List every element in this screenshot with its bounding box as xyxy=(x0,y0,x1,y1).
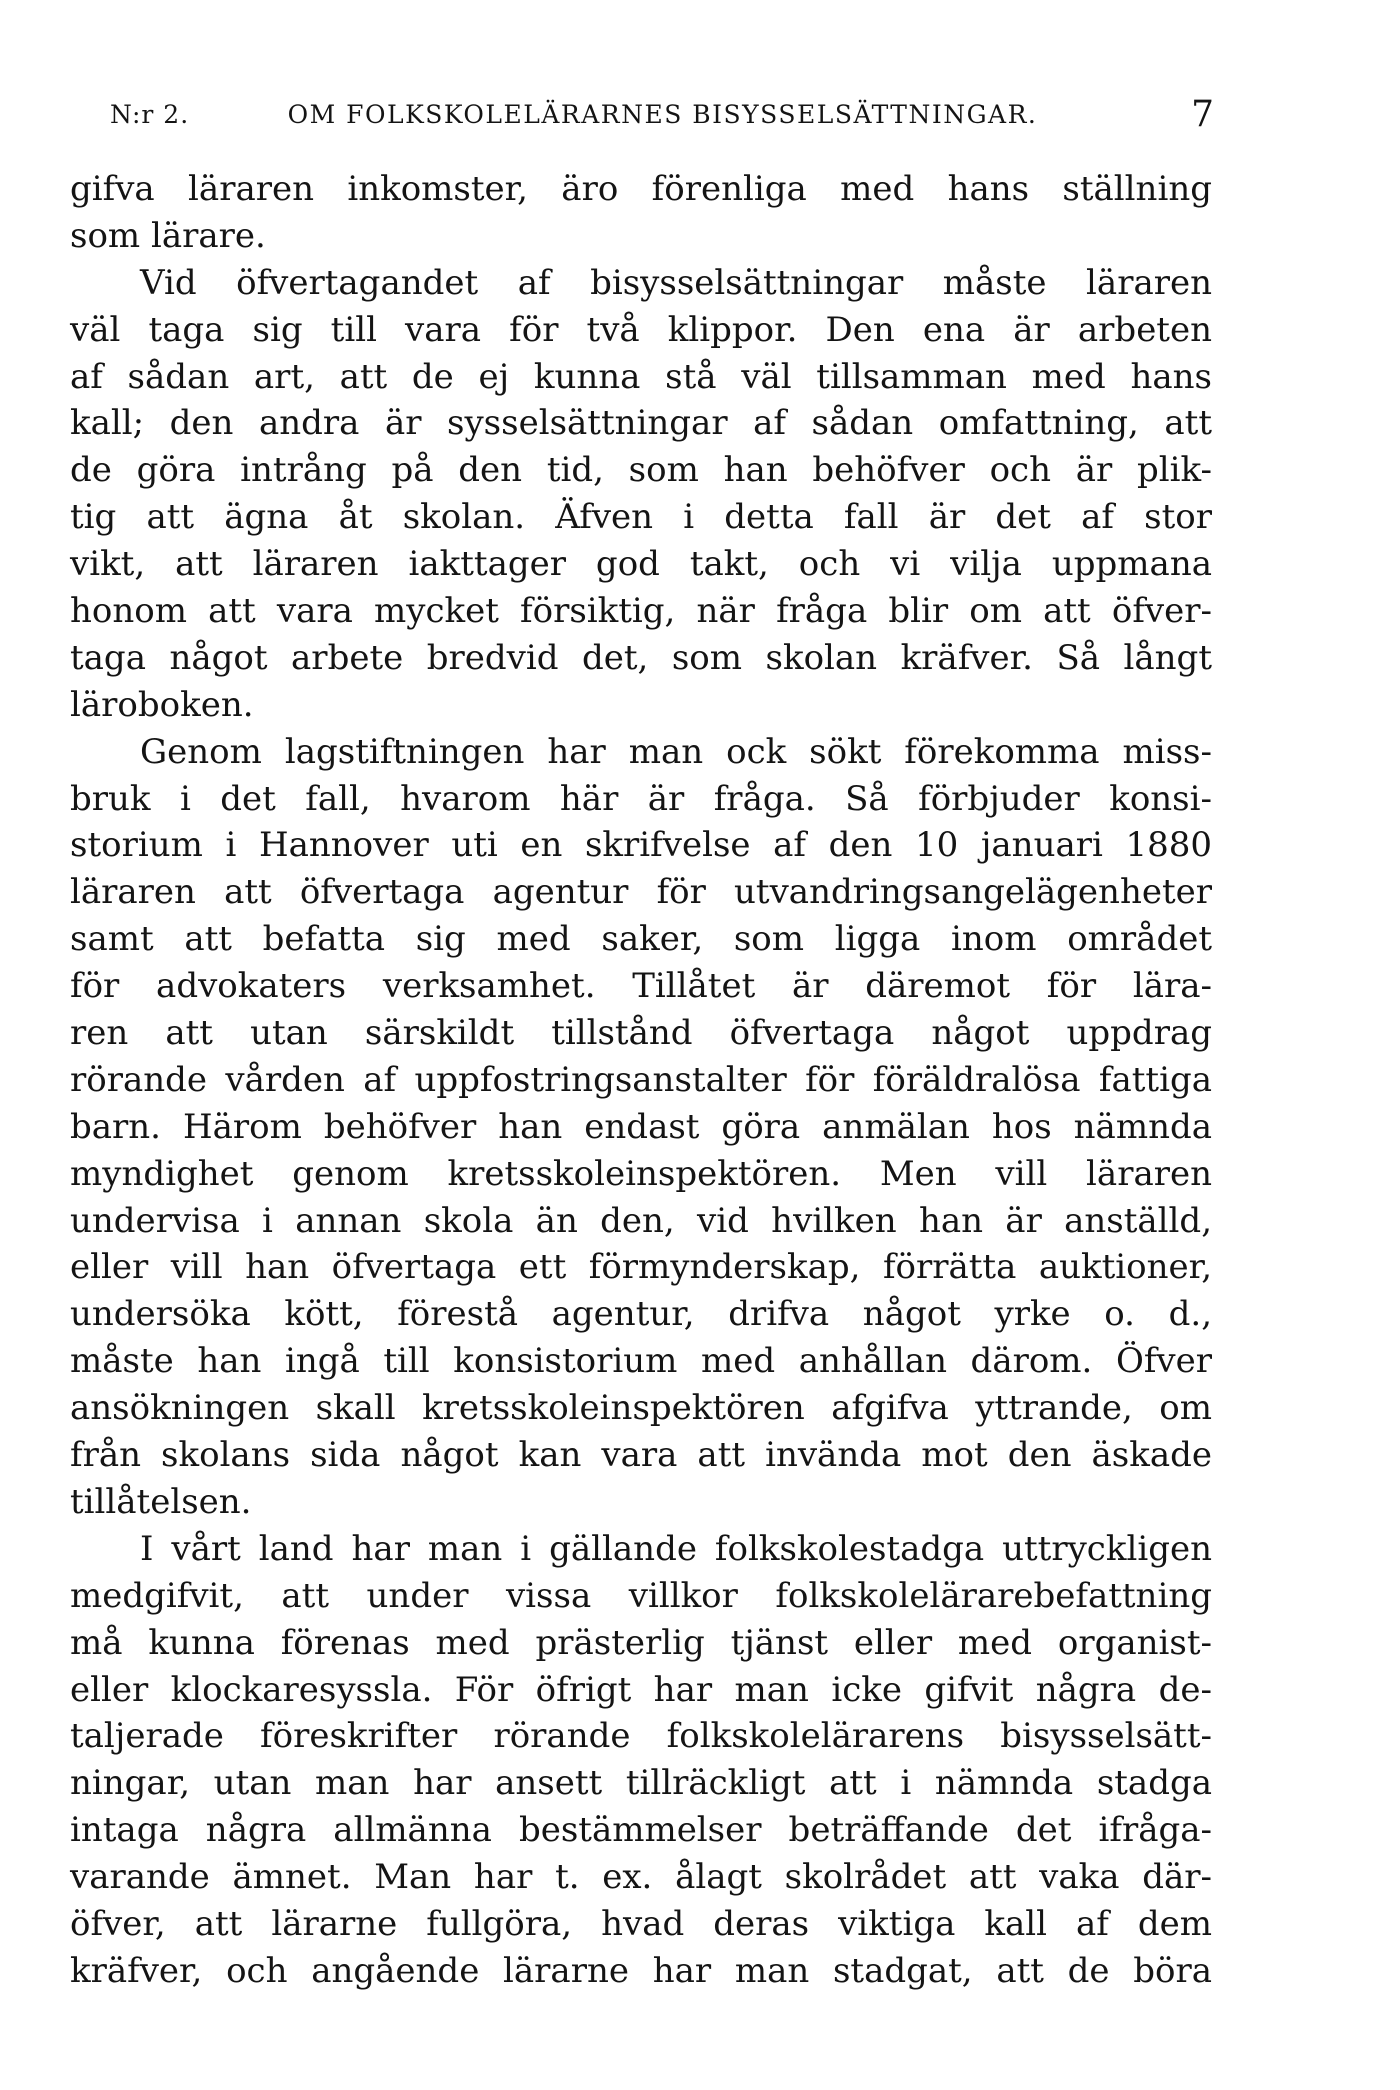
text-line: undervisa i annan skola än den, vid hvilken han är anställd, xyxy=(70,1200,1212,1241)
paragraph xyxy=(70,166,1212,260)
text-line: taga något arbete bredvid det, som skolan kräfver. Så långt xyxy=(70,637,1212,678)
running-header xyxy=(110,94,1215,144)
text-line: myndighet genom kretsskoleinspektören. Men vill läraren xyxy=(70,1153,1212,1194)
text-line: barn. Härom behöfver han endast göra anmälan hos nämnda xyxy=(70,1106,1212,1147)
text-line: väl taga sig till vara för två klippor. Den ena är arbeten xyxy=(70,309,1212,350)
text-line: Vid öfvertagandet af bisysselsättningar måste läraren xyxy=(140,262,1212,303)
text-line: medgifvit, att under vissa villkor folkskolelärarebefattning xyxy=(70,1575,1212,1616)
body-text xyxy=(70,166,1212,1995)
text-line: gifva läraren inkomster, äro förenliga med hans ställning xyxy=(70,169,1212,209)
text-line: som lärare. xyxy=(70,215,266,256)
text-line: kall; den andra är sysselsättningar af sådan omfattning, att xyxy=(70,403,1212,444)
paragraph xyxy=(70,260,1212,729)
text-line: tig att ägna åt skolan. Äfven i detta fall är det af stor xyxy=(70,497,1212,538)
text-line: må kunna förenas med prästerlig tjänst eller med organist- xyxy=(70,1622,1212,1663)
text-line: rörande vården af uppfostringsanstalter för föräldralösa fattiga xyxy=(70,1059,1212,1100)
text-line: varande ämnet. Man har t. ex. ålagt skolrådet att vaka där- xyxy=(70,1857,1212,1898)
text-line: bruk i det fall, hvarom här är fråga. Så förbjuder konsi- xyxy=(70,778,1212,819)
text-line: I vårt land har man i gällande folkskolestadga uttryckligen xyxy=(140,1528,1212,1569)
text-line: taljerade föreskrifter rörande folkskolelärarens bisysselsätt- xyxy=(70,1716,1212,1757)
page-number: 7 xyxy=(1191,94,1215,135)
text-line: samt att befatta sig med saker, som ligga inom området xyxy=(70,919,1212,960)
text-line: måste han ingå till konsistorium med anhållan därom. Öfver xyxy=(70,1341,1212,1382)
text-line: undersöka kött, förestå agentur, drifva något yrke o. d., xyxy=(70,1294,1212,1335)
text-line: storium i Hannover uti en skrifvelse af den 10 januari 1880 xyxy=(70,825,1212,866)
text-line: öfver, att lärarne fullgöra, hvad deras viktiga kall af dem xyxy=(70,1903,1212,1944)
text-line: de göra intrång på den tid, som han behöfver och är plik- xyxy=(70,450,1212,491)
paragraph xyxy=(70,729,1212,1526)
text-line: tillåtelsen. xyxy=(70,1481,252,1522)
text-line: läroboken. xyxy=(70,684,254,725)
issue-number: N:r 2. xyxy=(110,100,190,129)
text-line: från skolans sida något kan vara att invända mot den äskade xyxy=(70,1435,1212,1476)
text-line: ansökningen skall kretsskoleinspektören afgifva yttrande, om xyxy=(70,1388,1212,1429)
text-line: af sådan art, att de ej kunna stå väl tillsamman med hans xyxy=(70,356,1212,397)
running-title: OM FOLKSKOLELÄRARNES BISYSSELSÄTTNINGAR. xyxy=(287,100,1038,129)
text-line: läraren att öfvertaga agentur för utvandringsangelägenheter xyxy=(70,872,1212,913)
paragraph xyxy=(70,1526,1212,1995)
text-line: ningar, utan man har ansett tillräckligt att i nämnda stadga xyxy=(70,1763,1212,1804)
text-line: ren att utan särskildt tillstånd öfvertaga något uppdrag xyxy=(70,1013,1212,1054)
text-line: vikt, att läraren iakttager god takt, och vi vilja uppmana xyxy=(70,544,1212,585)
text-line: intaga några allmänna bestämmelser beträffande det ifråga- xyxy=(70,1810,1212,1851)
text-line: eller vill han öfvertaga ett förmynderskap, förrätta auktioner, xyxy=(70,1247,1212,1288)
text-line: för advokaters verksamhet. Tillåtet är däremot för lära- xyxy=(70,966,1212,1007)
text-line: eller klockaresyssla. För öfrigt har man icke gifvit några de- xyxy=(70,1669,1212,1710)
text-line: kräfver, och angående lärarne har man stadgat, att de böra xyxy=(70,1950,1212,1991)
text-line: Genom lagstiftningen har man ock sökt förekomma miss- xyxy=(140,731,1212,772)
text-line: honom att vara mycket försiktig, när fråga blir om att öfver- xyxy=(70,591,1212,632)
